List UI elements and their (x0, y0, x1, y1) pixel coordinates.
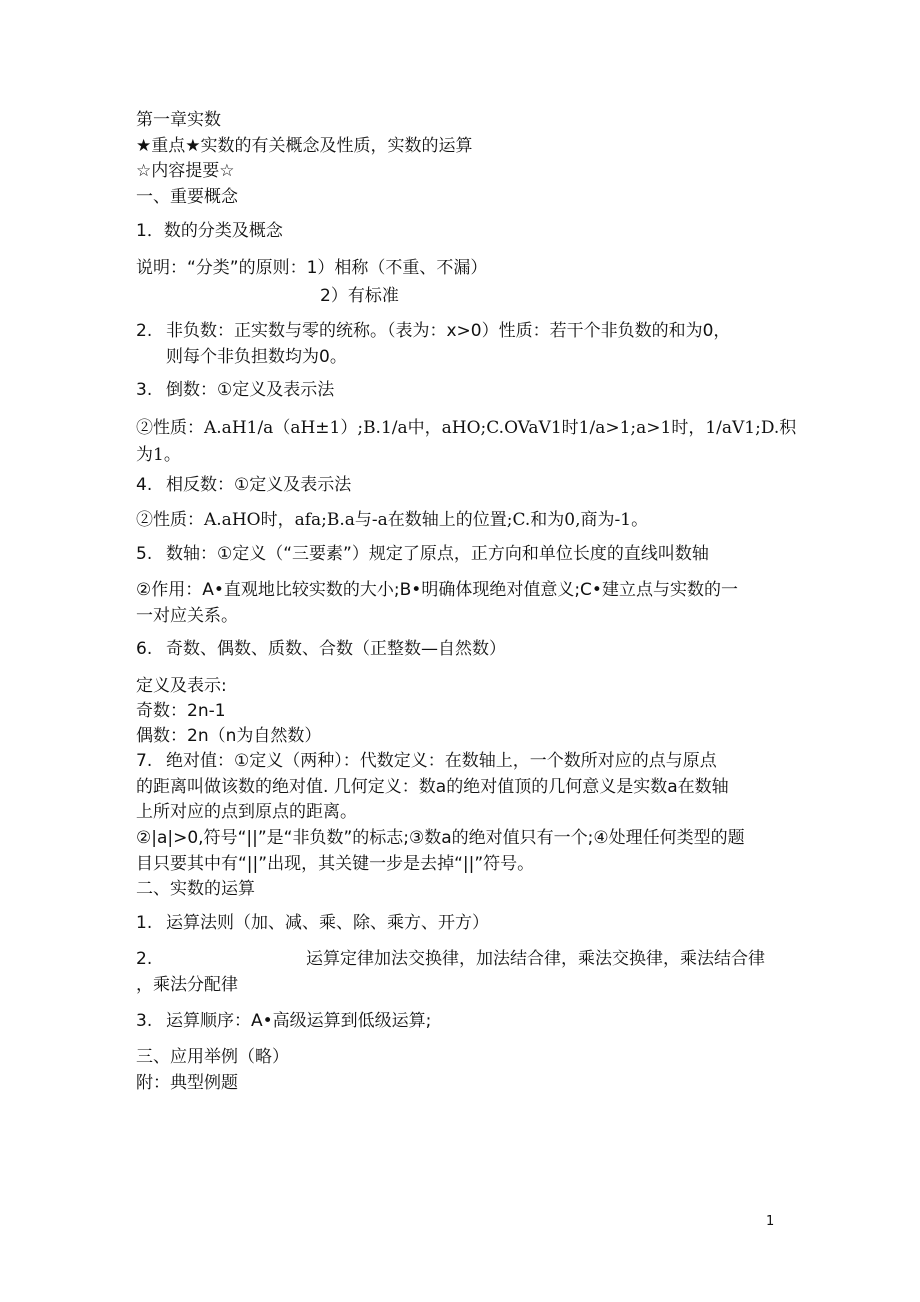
definition-label: 定义及表示: (136, 676, 227, 696)
section1-heading: 一、重要概念 (136, 187, 238, 207)
item-text: 相反数：①定义及表示法 (166, 475, 352, 495)
section1-item4 (136, 474, 351, 496)
item-number: 3. (136, 1011, 153, 1031)
page-number: 1 (766, 1214, 775, 1229)
section1-item2 (136, 320, 730, 342)
odd-number-definition: 奇数：2n-1 (136, 701, 226, 721)
chapter-title: 第一章实数 (136, 110, 221, 130)
section2-item3 (136, 1010, 431, 1032)
section1-item6 (136, 638, 506, 660)
absolute-value-text-4: ②|a|>0,符号“||”是“非负数”的标志;③数a的绝对值只有一个;④处理任何类型的题 (136, 828, 745, 848)
item-number: 4. (136, 475, 153, 495)
absolute-value-text-3: 上所对应的点到原点的距离。 (136, 802, 357, 822)
section1-item7 (136, 750, 717, 772)
item-text: 运算法则（加、减、乘、除、乘方、开方） (166, 913, 489, 933)
section2-item1 (136, 912, 489, 934)
section2-heading: 二、实数的运算 (136, 879, 255, 899)
absolute-value-text-2: 的距离叫做该数的绝对值. 几何定义：数a的绝对值顶的几何意义是实数a在数轴 (136, 777, 729, 797)
appendix-heading: 附：典型例题 (136, 1073, 238, 1093)
item-number: 7. (136, 751, 153, 771)
classification-note: 说明：“分类”的原则：1）相称（不重、不漏） (136, 258, 488, 278)
item-text: 奇数、偶数、质数、合数（正整数—自然数） (166, 639, 506, 659)
key-point: ★重点★实数的有关概念及性质，实数的运算 (136, 136, 473, 156)
opposite-properties: ②性质：A.aHO时，afa;B.a与-a在数轴上的位置;C.和为0,商为-1。 (136, 510, 649, 530)
item-number: 2. (136, 321, 153, 341)
number-line-uses: ②作用：A•直观地比较实数的大小;B•明确体现绝对值意义;C•建立点与实数的一 (136, 580, 738, 600)
item-text: 运算顺序：A•高级运算到低级运算; (166, 1011, 432, 1031)
item-number: 3. (136, 380, 153, 400)
section3-heading: 三、应用举例（略） (136, 1047, 289, 1067)
section2-item2 (136, 948, 765, 970)
absolute-value-text-5: 目只要其中有“||”出现，其关键一步是去掉“||”符号。 (136, 854, 535, 874)
section2-item2-cont: ，乘法分配律 (136, 975, 238, 995)
item-text: 数轴：①定义（“三要素”）规定了原点，正方向和单位长度的直线叫数轴 (166, 544, 709, 564)
section1-item1: 1．数的分类及概念 (136, 221, 283, 241)
number-line-uses-2: 一对应关系。 (136, 606, 238, 626)
even-number-definition: 偶数：2n（n为自然数） (136, 726, 322, 746)
item-text: 运算定律加法交换律，加法结合律，乘法交换律，乘法结合律 (306, 949, 765, 969)
reciprocal-properties: ②性质：A.aH1/a（aH±1）;B.1/a中，aHO;C.OVaV1时1/a>1;a>1时，1/aV1;D.积 (136, 418, 797, 438)
section1-item2-cont: 则每个非负担数均为0。 (166, 347, 347, 367)
item-number: 5. (136, 544, 153, 564)
item-text: 绝对值：①定义（两种）：代数定义：在数轴上，一个数所对应的点与原点 (166, 751, 717, 771)
section1-item5 (136, 543, 709, 565)
summary-heading: ☆内容提要☆ (136, 161, 235, 181)
item-number: 6. (136, 639, 153, 659)
reciprocal-properties-2: 为1。 (136, 445, 181, 465)
item-text: 倒数：①定义及表示法 (166, 380, 335, 400)
item-number: 1. (136, 913, 153, 933)
item-text: 非负数：正实数与零的统称。（表为：x>0）性质：若干个非负数的和为0， (166, 321, 731, 341)
item-number: 2. (136, 949, 153, 969)
classification-note-2: 2）有标准 (320, 286, 399, 306)
section1-item3 (136, 379, 334, 401)
